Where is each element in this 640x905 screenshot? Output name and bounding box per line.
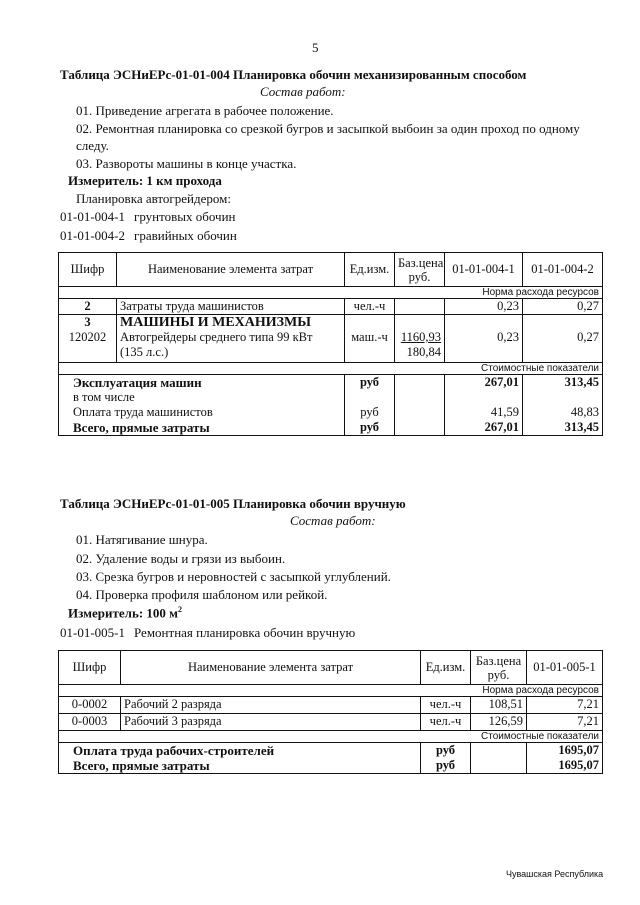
row-ed: руб xyxy=(421,743,471,759)
izmeritel-sup: 2 xyxy=(178,605,183,614)
header-col-1: 01-01-005-1 xyxy=(527,651,603,685)
header-baz xyxy=(395,253,445,287)
norma-label: Норма расхода ресурсов xyxy=(59,287,603,299)
header-baz xyxy=(471,651,527,685)
row-name: Всего, прямые затраты xyxy=(59,758,421,774)
row-baz xyxy=(471,758,527,774)
row-value-2: 0,27 xyxy=(523,299,603,315)
row-value-1: 1695,07 xyxy=(527,743,603,759)
table2 xyxy=(58,650,603,774)
table2-sostav: Состав работ: xyxy=(290,513,376,528)
stoim-label: Стоимостные показатели xyxy=(59,731,603,743)
page-number: 5 xyxy=(312,40,319,55)
table2-izmeritel xyxy=(68,605,182,621)
table1-work-3: 03. Развороты машины в конце участка. xyxy=(76,156,297,171)
row-baz xyxy=(395,420,445,436)
row-name: Оплата труда рабочих-строителей xyxy=(59,743,421,759)
row-name: Эксплуатация машин xyxy=(59,375,345,391)
row-ed xyxy=(345,390,395,405)
row-ed: руб xyxy=(345,405,395,420)
table-row xyxy=(59,714,603,731)
table1-work-2: 02. Ремонтная планировка со срезкой бугров и засыпкой выбоин за один проход по одному xyxy=(76,121,580,136)
baz-price: 1160,93 xyxy=(400,330,441,344)
row-baz xyxy=(395,375,445,391)
table1-title: Таблица ЭСНиЕРс-01-01-004 Планировка обочин механизированным способом xyxy=(60,67,527,82)
row-ed: руб xyxy=(345,375,395,391)
table2-work-2: 02. Удаление воды и грязи из выбоин. xyxy=(76,551,286,566)
stoim-label: Стоимостные показатели xyxy=(59,363,603,375)
row-ed: руб xyxy=(421,758,471,774)
row-value-1: 7,21 xyxy=(527,714,603,731)
row-value-2: 313,45 xyxy=(523,420,603,436)
row-value-1: 41,59 xyxy=(445,405,523,420)
table1-code-2-name: гравийных обочин xyxy=(134,228,237,243)
row-value-1: 7,21 xyxy=(527,697,603,714)
row-ed: чел.-ч xyxy=(421,697,471,714)
row-value-1: 267,01 xyxy=(445,420,523,436)
group-name: МАШИНЫ И МЕХАНИЗМЫ xyxy=(120,315,312,330)
stoim-row xyxy=(59,363,603,375)
row-name xyxy=(117,315,345,363)
row-baz xyxy=(395,315,445,363)
table2-work-4: 04. Проверка профиля шаблоном или рейкой. xyxy=(76,587,328,602)
header-shifr: Шифр xyxy=(59,253,117,287)
table2-work-1: 01. Натягивание шнура. xyxy=(76,532,208,547)
header-name: Наименование элемента затрат xyxy=(117,253,345,287)
row-baz xyxy=(471,743,527,759)
machine-name: Автогрейдеры среднего типа 99 кВт xyxy=(120,330,313,344)
row-baz xyxy=(395,299,445,315)
row-ed: чел.-ч xyxy=(345,299,395,315)
izmeritel-text: Измеритель: 100 м xyxy=(68,605,179,621)
table2-code: 01-01-005-1 xyxy=(60,625,125,640)
table-row xyxy=(59,743,603,759)
row-value-2 xyxy=(523,390,603,405)
row-value-1 xyxy=(445,390,523,405)
machine-shifr: 120202 xyxy=(68,330,107,344)
table2-work-3: 03. Срезка бугров и неровностей с засыпкой углублений. xyxy=(76,569,391,584)
footer-region: Чувашская Республика xyxy=(506,869,604,879)
header-ed: Ед.изм. xyxy=(421,651,471,685)
table-row xyxy=(59,390,603,405)
header-baz-line1: Баз.цена xyxy=(475,653,522,668)
row-shifr: 0-0002 xyxy=(59,697,121,714)
table1 xyxy=(58,252,603,436)
row-name: в том числе xyxy=(59,390,345,405)
row-ed: чел.-ч xyxy=(421,714,471,731)
row-value-2: 0,27 xyxy=(523,315,603,363)
row-value-1: 1695,07 xyxy=(527,758,603,774)
machine-name-cont: (135 л.с.) xyxy=(120,345,169,359)
table-header-row xyxy=(59,651,603,685)
norma-row xyxy=(59,287,603,299)
table-row xyxy=(59,375,603,391)
row-ed: маш.-ч xyxy=(345,315,395,363)
table1-work-1: 01. Приведение агрегата в рабочее положение. xyxy=(76,103,334,118)
row-name: Затраты труда машинистов xyxy=(117,299,345,315)
header-shifr: Шифр xyxy=(59,651,121,685)
table1-izmeritel: Измеритель: 1 км прохода xyxy=(68,173,222,188)
header-col-1: 01-01-004-1 xyxy=(445,253,523,287)
table1-code-1-name: грунтовых обочин xyxy=(134,209,236,224)
header-baz-line2: руб. xyxy=(487,667,510,682)
row-name: Рабочий 3 разряда xyxy=(121,714,421,731)
row-value-1: 267,01 xyxy=(445,375,523,391)
header-col-2: 01-01-004-2 xyxy=(523,253,603,287)
group-shifr: 3 xyxy=(84,315,91,329)
header-name: Наименование элемента затрат xyxy=(121,651,421,685)
row-shifr xyxy=(59,315,117,363)
table-row xyxy=(59,315,603,363)
table-row xyxy=(59,758,603,774)
row-name: Рабочий 2 разряда xyxy=(121,697,421,714)
row-value-1: 0,23 xyxy=(445,315,523,363)
table-row xyxy=(59,697,603,714)
norma-label: Норма расхода ресурсов xyxy=(59,685,603,697)
table1-subtitle: Планировка автогрейдером: xyxy=(76,191,231,206)
row-name: Оплата труда машинистов xyxy=(59,405,345,420)
row-value-2: 313,45 xyxy=(523,375,603,391)
table-row xyxy=(59,405,603,420)
row-baz: 126,59 xyxy=(471,714,527,731)
header-baz-line2: руб. xyxy=(408,269,431,284)
table-row xyxy=(59,299,603,315)
row-baz xyxy=(395,390,445,405)
table2-title: Таблица ЭСНиЕРс-01-01-005 Планировка обочин вручную xyxy=(60,496,406,511)
baz-price-wage: 180,84 xyxy=(406,345,441,359)
table-row xyxy=(59,420,603,436)
row-baz xyxy=(395,405,445,420)
table1-sostav: Состав работ: xyxy=(260,84,346,99)
table-header-row xyxy=(59,253,603,287)
row-shifr: 0-0003 xyxy=(59,714,121,731)
row-shifr: 2 xyxy=(59,299,117,315)
row-ed: руб xyxy=(345,420,395,436)
stoim-row xyxy=(59,731,603,743)
table1-code-2: 01-01-004-2 xyxy=(60,228,125,243)
row-value-1: 0,23 xyxy=(445,299,523,315)
header-ed: Ед.изм. xyxy=(345,253,395,287)
table1-code-1: 01-01-004-1 xyxy=(60,209,125,224)
row-baz: 108,51 xyxy=(471,697,527,714)
header-baz-line1: Баз.цена xyxy=(398,255,444,270)
norma-row xyxy=(59,685,603,697)
table1-work-2-cont: следу. xyxy=(76,138,109,153)
row-name: Всего, прямые затраты xyxy=(59,420,345,436)
row-value-2: 48,83 xyxy=(523,405,603,420)
table2-code-name: Ремонтная планировка обочин вручную xyxy=(134,625,356,640)
